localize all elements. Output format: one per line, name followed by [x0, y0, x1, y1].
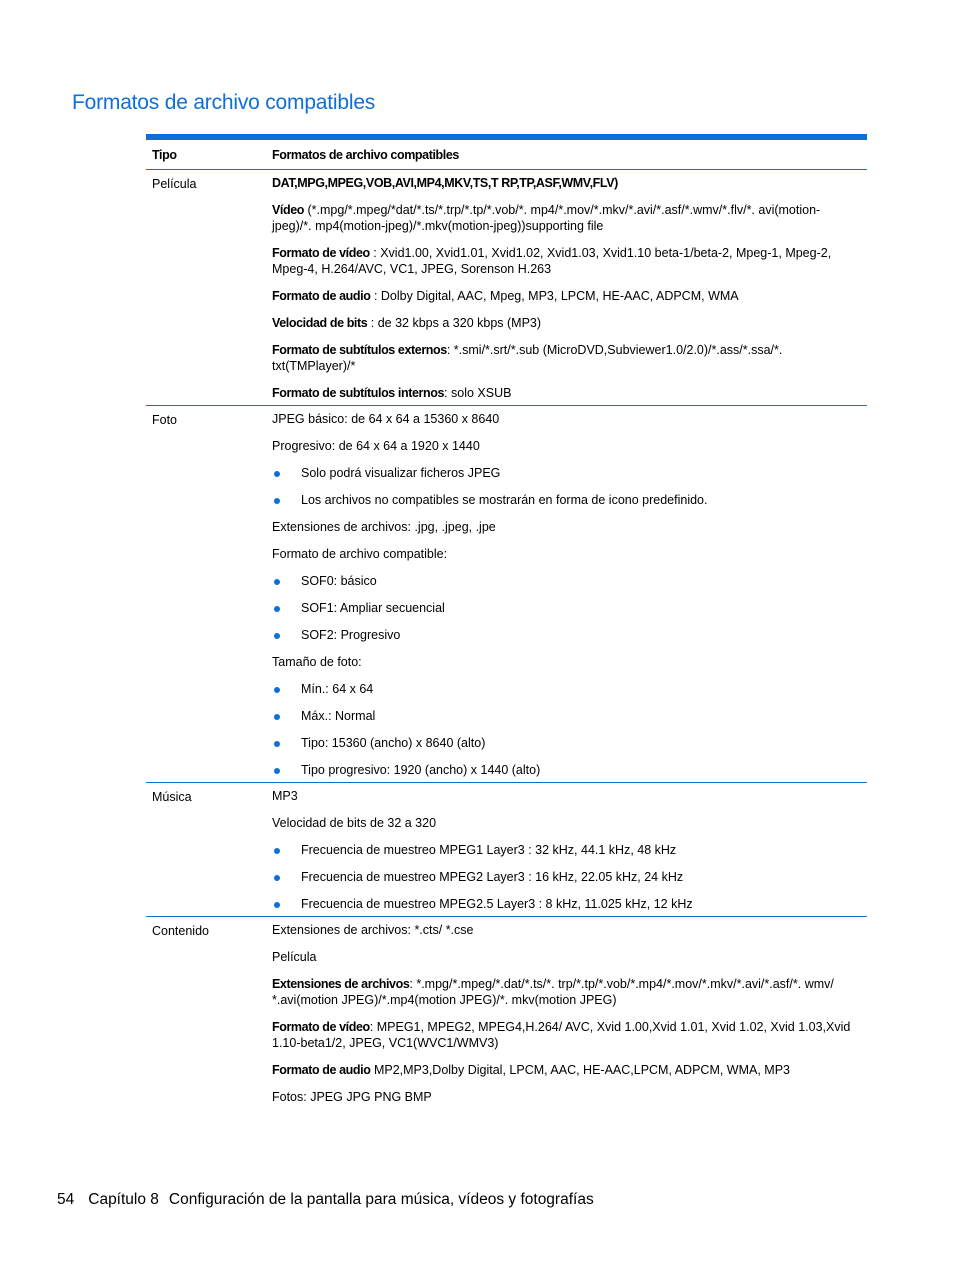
bullet-icon: [274, 848, 280, 854]
list-item: [272, 627, 859, 643]
table-row-movie: [146, 170, 867, 406]
movie-formats: DAT,MPG,MPEG,VOB,AVI,MP4,MKV,TS,T RP,TP,ASF,WMV,FLV): [272, 176, 618, 190]
chapter-label: Capítulo 8: [88, 1191, 159, 1208]
content-audio-value: MP2,MP3,Dolby Digital, LPCM, AAC, HE-AAC,LPCM, ADPCM, WMA, MP3: [370, 1063, 791, 1077]
table-row-photo: [146, 406, 867, 783]
chapter-title: Configuración de la pantalla para música, vídeos y fotografías: [168, 1191, 594, 1208]
movie-video-format: [272, 245, 859, 277]
movie-video-format-value: : Xvid1.00, Xvid1.01, Xvid1.02, Xvid1.03, Xvid1.10 beta-1/beta-2, Mpeg-1, Mpeg-2, Mpeg-4, H.264/AVC, VC1, JPEG, Sorenson H.263: [272, 246, 832, 276]
movie-bitrate: [272, 315, 859, 331]
bullet-text: SOF0: básico: [301, 574, 377, 588]
content-ext-label: Extensiones de archivos: [272, 977, 410, 991]
list-item: [272, 600, 859, 616]
photo-size-label: Tamaño de foto:: [272, 655, 362, 669]
bullet-text: SOF1: Ampliar secuencial: [301, 601, 445, 615]
table-row-music: [146, 783, 867, 917]
bullet-text: Máx.: Normal: [301, 709, 376, 723]
content-extensions: Extensiones de archivos: *.cts/ *.cse: [272, 923, 474, 937]
bullet-text: Frecuencia de muestreo MPEG2.5 Layer3 : 8 kHz, 11.025 kHz, 12 kHz: [301, 897, 693, 911]
movie-video: [272, 202, 859, 234]
content-photos: Fotos: JPEG JPG PNG BMP: [272, 1090, 432, 1104]
list-item: [272, 896, 859, 912]
bullet-icon: [274, 687, 280, 693]
list-item: [272, 573, 859, 589]
list-item: [272, 762, 859, 778]
formats-table: [146, 140, 867, 1109]
content-file-extensions: [272, 976, 859, 1008]
movie-int-subs-label: Formato de subtítulos internos: [272, 386, 445, 400]
movie-audio-format-label: Formato de audio: [272, 289, 371, 303]
movie-audio-format-value: : Dolby Digital, AAC, Mpeg, MP3, LPCM, HE-AAC, ADPCM, WMA: [370, 289, 739, 303]
row-type-movie: Película: [152, 177, 197, 191]
bullet-icon: [274, 768, 280, 774]
row-type-photo: Foto: [152, 413, 178, 427]
bullet-icon: [274, 606, 280, 612]
movie-video-format-label: Formato de vídeo: [272, 246, 370, 260]
movie-int-subs: [272, 385, 859, 401]
list-item: [272, 492, 859, 508]
movie-bitrate-value: : de 32 kbps a 320 kbps (MP3): [367, 316, 542, 330]
movie-ext-subs-value: : *.smi/*.srt/*.sub (MicroDVD,Subviewer1.0/2.0)/*.ass/*.ssa/*. txt(TMPlayer)/*: [272, 343, 783, 373]
row-content-music: [272, 788, 867, 912]
header-formats: Formatos de archivo compatibles: [272, 147, 459, 162]
bullet-icon: [274, 498, 280, 504]
photo-extensions: Extensiones de archivos: .jpg, .jpeg, .jpe: [272, 520, 496, 534]
music-format: MP3: [272, 789, 298, 803]
row-content-movie: [272, 175, 867, 401]
content-audio-label: Formato de audio: [272, 1063, 371, 1077]
bullet-text: Tipo: 15360 (ancho) x 8640 (alto): [301, 736, 486, 750]
bullet-text: SOF2: Progresivo: [301, 628, 401, 642]
table-row-content: [146, 917, 867, 1109]
bullet-icon: [274, 714, 280, 720]
bullet-text: Tipo progresivo: 1920 (ancho) x 1440 (alto): [301, 763, 541, 777]
bullet-icon: [274, 471, 280, 477]
movie-video-label: Vídeo: [272, 203, 305, 217]
row-content-photo: [272, 411, 867, 778]
header-type: Tipo: [152, 147, 177, 162]
content-audio-format: [272, 1062, 859, 1078]
photo-progressive: Progresivo: de 64 x 64 a 1920 x 1440: [272, 439, 480, 453]
bullet-icon: [274, 741, 280, 747]
list-item: [272, 465, 859, 481]
page-number: 54: [57, 1191, 75, 1208]
row-content-content: [272, 922, 867, 1105]
page-title: Formatos de archivo compatibles: [72, 91, 376, 114]
bullet-text: Mín.: 64 x 64: [301, 682, 374, 696]
content-video-format: [272, 1019, 859, 1051]
row-type-music: Música: [152, 790, 192, 804]
movie-int-subs-value: : solo XSUB: [444, 386, 512, 400]
bullet-text: Frecuencia de muestreo MPEG1 Layer3 : 32 kHz, 44.1 kHz, 48 kHz: [301, 843, 677, 857]
page-footer: [57, 1191, 594, 1209]
content-video-value: : MPEG1, MPEG2, MPEG4,H.264/ AVC, Xvid 1.00,Xvid 1.01, Xvid 1.02, Xvid 1.03,Xvid 1.10-beta1/2, JPEG, VC1(WVC1/WMV3): [272, 1020, 851, 1050]
movie-ext-subs: [272, 342, 859, 374]
table-header: [146, 140, 867, 170]
movie-audio-format: [272, 288, 859, 304]
movie-ext-subs-label: Formato de subtítulos externos: [272, 343, 447, 357]
list-item: [272, 869, 859, 885]
movie-bitrate-label: Velocidad de bits: [272, 316, 368, 330]
music-bitrate: Velocidad de bits de 32 a 320: [272, 816, 437, 830]
list-item: [272, 708, 859, 724]
photo-compatible-format: Formato de archivo compatible:: [272, 547, 448, 561]
list-item: [272, 842, 859, 858]
bullet-text: Frecuencia de muestreo MPEG2 Layer3 : 16 kHz, 22.05 kHz, 24 kHz: [301, 870, 684, 884]
content-ext-value: : *.mpg/*.mpeg/*.dat/*.ts/*. trp/*.tp/*.vob/*.mp4/*.mov/*.mkv/*.avi/*.asf/*. wmv/ *.avi(motion JPEG)/*.mp4(motion JPEG)/*. mkv(motion JPEG): [272, 977, 834, 1007]
bullet-icon: [274, 902, 280, 908]
bullet-icon: [274, 633, 280, 639]
list-item: [272, 735, 859, 751]
bullet-text: Los archivos no compatibles se mostrarán en forma de icono predefinido.: [301, 493, 708, 507]
movie-video-value: (*.mpg/*.mpeg/*dat/*.ts/*.trp/*.tp/*.vob/*. mp4/*.mov/*.mkv/*.avi/*.asf/*.wmv/*.flv/*. avi(motion-jpeg)/*. mp4(motion-jpeg)/*.mkv(motion-jpeg))supporting file: [272, 203, 821, 233]
photo-baseline: JPEG básico: de 64 x 64 a 15360 x 8640: [272, 412, 500, 426]
bullet-icon: [274, 579, 280, 585]
bullet-icon: [274, 875, 280, 881]
row-type-content: Contenido: [152, 924, 209, 938]
content-movie: Película: [272, 950, 317, 964]
content-video-label: Formato de vídeo: [272, 1020, 370, 1034]
bullet-text: Solo podrá visualizar ficheros JPEG: [301, 466, 501, 480]
list-item: [272, 681, 859, 697]
